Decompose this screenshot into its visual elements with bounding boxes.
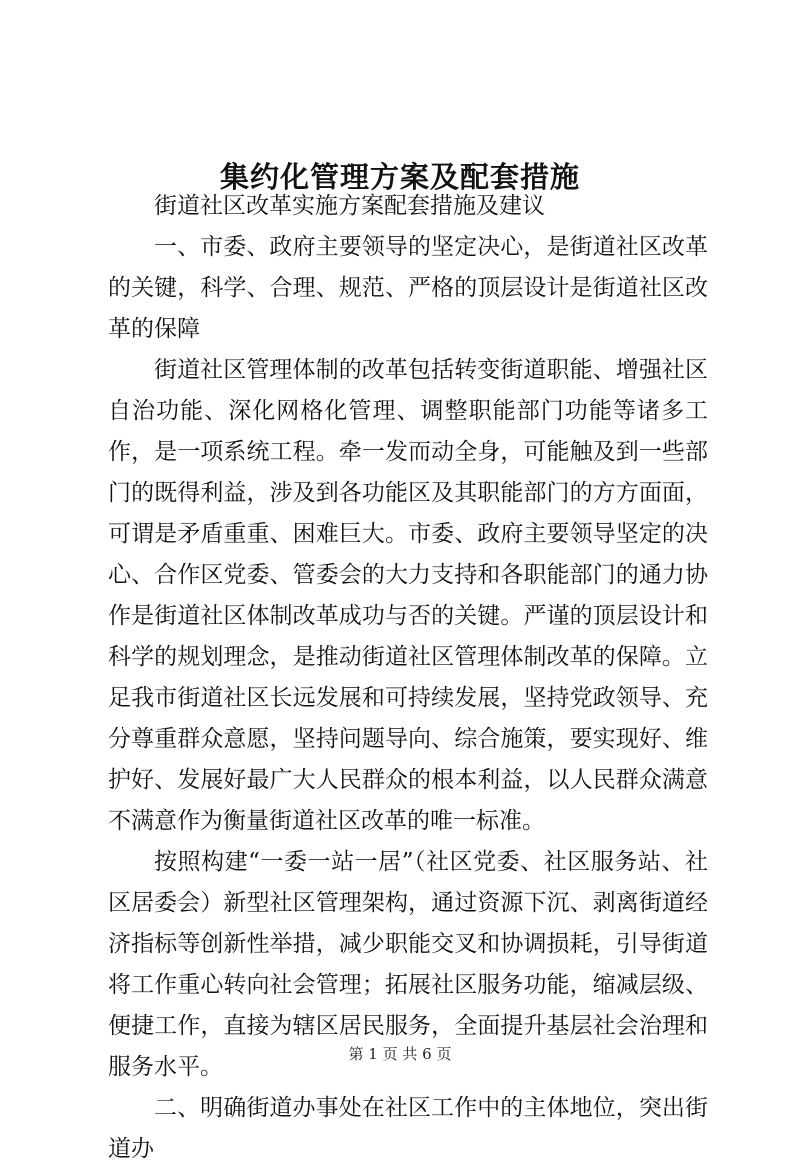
page-number-footer: 第 1 页 共 6 页 bbox=[348, 1045, 452, 1063]
paragraph-section-two-heading: 二、明确街道办事处在社区工作中的主体地位，突出街道办 bbox=[108, 1095, 708, 1162]
document-body bbox=[108, 186, 708, 1170]
document-title: 集约化管理方案及配套措施 bbox=[219, 160, 580, 195]
paragraph-reform-overview: 街道社区管理体制的改革包括转变街道职能、增强社区自治功能、深化网格化管理、调整职能部门功能等诸多工作，是一项系统工程。牵一发而动全身，可能触及到一些部门的既得利益，涉及到各功能区及其职能部门的方方面面，可谓是矛盾重重、困难巨大。市委、政府主要领导坚定的决心、合作区党委、管委会的大力支持和各职能部门的通力协作是街道社区体制改革成功与否的关键。严谨的顶层设计和科学的规划理念，是推动街道社区管理体制改革的保障。立足我市街道社区长远发展和可持续发展，坚持党政领导、充分尊重群众意愿，坚持问题导向、综合施策，要实现好、维护好、发展好最广大人民群众的根本利益，以人民群众满意不满意作为衡量街道社区改革的唯一标准。 bbox=[108, 357, 708, 834]
paragraph-section-one-heading: 一、市委、政府主要领导的坚定决心，是街道社区改革的关键，科学、合理、规范、严格的顶层设计是街道社区改革的保障 bbox=[108, 234, 708, 342]
paragraph-subtitle: 街道社区改革实施方案配套措施及建议 bbox=[154, 193, 545, 219]
paragraph-community-structure: 按照构建“一委一站一居”（社区党委、社区服务站、社区居委会）新型社区管理架构，通过资源下沉、剥离街道经济指标等创新性举措，减少职能交叉和协调损耗，引导街道将工作重心转向社会管理；拓展社区服务功能，缩减层级、便捷工作，直接为辖区居民服务，全面提升基层社会治理和服务水平。 bbox=[108, 849, 708, 1080]
